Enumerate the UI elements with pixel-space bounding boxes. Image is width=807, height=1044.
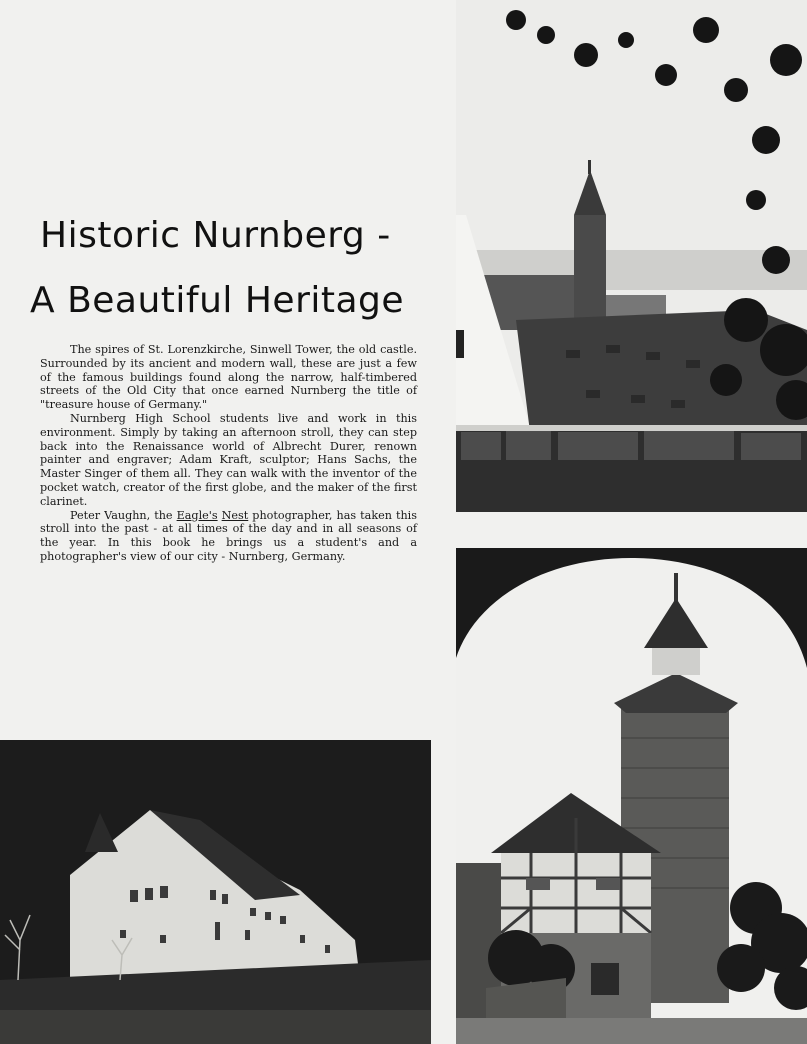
paragraph-3: Peter Vaughn, the Eagle's Nest photographer, has taken this stroll into the past - at all times of the day and in all seasons of the year. In this book he brings us a student's and a photographer's view of our city - Nurnberg, Germany. <box>40 508 417 563</box>
intro-text <box>40 343 417 564</box>
page-title-line2: A Beautiful Heritage <box>30 280 405 321</box>
eagles-nest-title-2: Nest <box>221 508 249 522</box>
photo-sinwell-tower <box>456 548 807 1044</box>
photo-castle-night <box>0 740 431 1044</box>
paragraph-2: Nurnberg High School students live and work in this environment. Simply by taking an afternoon stroll, they can step back into the Renaissance world of Albrecht Durer, renown painter and engraver; Adam Kraft, sculptor; Hans Sachs, the Master Singer of them all. They can walk with the inventor of the pocket watch, creator of the first globe, and the maker of the first clarinet. <box>40 411 417 508</box>
eagles-nest-title: Eagle's <box>176 508 218 522</box>
paragraph-1: The spires of St. Lorenzkirche, Sinwell Tower, the old castle. Surrounded by its ancient and modern wall, these are just a few of the famous buildings found along the narrow, half-timbered streets of the Old City that once earned Nurnberg the title of "treasure house of Germany." <box>40 343 417 412</box>
page-title-line1: Historic Nurnberg - <box>40 215 391 256</box>
photo-church-rooftops <box>456 0 807 512</box>
